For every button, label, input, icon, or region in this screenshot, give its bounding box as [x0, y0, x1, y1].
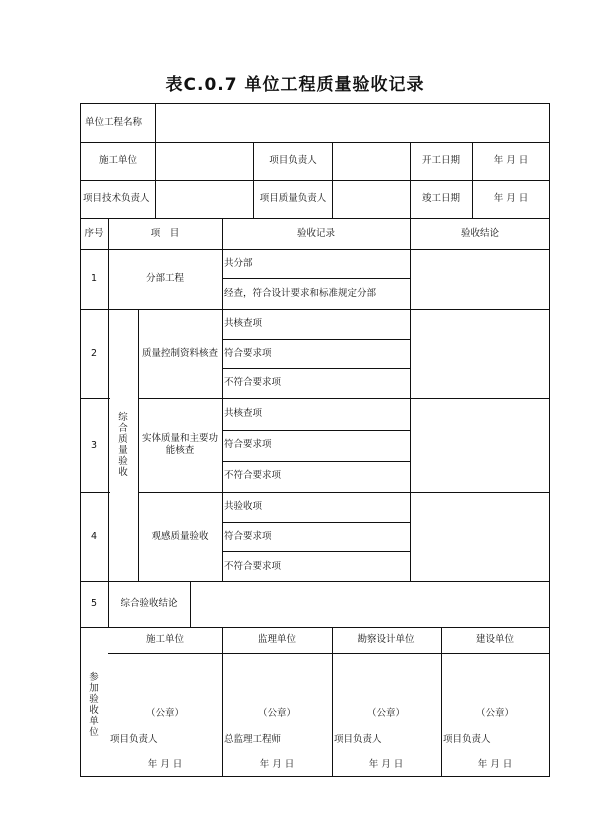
row-divider	[108, 653, 550, 654]
participant-2-seal: （公章）	[257, 708, 297, 719]
project-manager-label: 项目负责人	[269, 155, 317, 166]
record-divider	[222, 430, 410, 431]
row-2-no: 2	[90, 348, 98, 359]
col-divider	[472, 142, 473, 218]
comprehensive-quality-label: 综合质量验收	[118, 412, 128, 478]
row-1-record-2: 经查，符合设计要求和标准规定分部	[224, 288, 377, 299]
col-divider	[332, 627, 333, 777]
completion-date-value: 年 月 日	[493, 193, 529, 204]
record-divider	[222, 551, 410, 552]
start-date-value: 年 月 日	[493, 155, 529, 166]
record-divider	[222, 278, 410, 279]
row-4-record-3: 不符合要求项	[224, 561, 282, 572]
record-divider	[222, 522, 410, 523]
page-title: 表C.0.7 单位工程质量验收记录	[165, 75, 425, 95]
unit-project-name-label: 单位工程名称	[85, 117, 143, 128]
row-3-item: 实体质量和主要功能核查	[141, 433, 218, 456]
row-divider	[80, 627, 550, 628]
row-divider	[80, 249, 550, 250]
col-divider	[222, 218, 223, 309]
row-3-record-1: 共核查项	[224, 408, 263, 419]
construction-unit-label: 施工单位	[98, 155, 138, 166]
col-divider	[222, 627, 223, 777]
col-divider	[253, 142, 254, 218]
row-divider	[138, 492, 550, 493]
row-2-record-3: 不符合要求项	[224, 377, 282, 388]
row-divider	[80, 398, 110, 399]
row-4-record-2: 符合要求项	[224, 531, 272, 542]
col-divider	[108, 218, 109, 627]
row-1-item: 分部工程	[145, 273, 185, 284]
row-divider	[80, 492, 110, 493]
row-1-record-1: 共分部	[224, 258, 253, 269]
row-divider	[80, 218, 550, 219]
row-5-no: 5	[90, 598, 98, 609]
participant-3-seal: （公章）	[366, 708, 406, 719]
col-header-record: 验收记录	[296, 228, 336, 239]
col-divider	[441, 627, 442, 777]
row-divider	[80, 142, 550, 143]
participant-3-date: 年 月 日	[368, 759, 404, 770]
participant-2-date: 年 月 日	[259, 759, 295, 770]
row-4-no: 4	[90, 531, 98, 542]
row-2-item: 质量控制资料核查	[141, 348, 219, 359]
row-divider	[80, 180, 550, 181]
participant-1-signer: 项目负责人	[110, 734, 158, 745]
tech-manager-label: 项目技术负责人	[83, 193, 150, 204]
start-date-label: 开工日期	[421, 155, 461, 166]
col-header-item: 项 目	[150, 228, 180, 239]
row-divider	[138, 398, 550, 399]
row-3-record-2: 符合要求项	[224, 439, 272, 450]
col-divider	[410, 218, 411, 581]
participant-2-name: 监理单位	[257, 634, 297, 645]
col-header-conclusion: 验收结论	[460, 228, 500, 239]
participant-1-name: 施工单位	[145, 634, 185, 645]
record-divider	[222, 339, 410, 340]
row-2-record-1: 共核查项	[224, 318, 263, 329]
row-1-no: 1	[90, 273, 98, 284]
col-divider	[410, 142, 411, 218]
record-divider	[222, 368, 410, 369]
participant-1-seal: （公章）	[145, 708, 185, 719]
row-3-no: 3	[90, 440, 98, 451]
participant-4-name: 建设单位	[475, 634, 515, 645]
row-4-item: 观感质量验收	[151, 531, 209, 542]
participant-3-signer: 项目负责人	[334, 734, 382, 745]
col-divider	[222, 309, 223, 581]
record-divider	[222, 461, 410, 462]
participant-4-date: 年 月 日	[477, 759, 513, 770]
participant-1-date: 年 月 日	[147, 759, 183, 770]
row-5-item: 综合验收结论	[120, 598, 178, 609]
participants-label: 参加验收单位	[89, 672, 99, 738]
col-header-no: 序号	[84, 228, 104, 239]
row-divider	[80, 581, 550, 582]
col-divider	[155, 103, 156, 218]
col-divider	[190, 581, 191, 627]
quality-manager-label: 项目质量负责人	[259, 193, 327, 204]
participant-2-signer: 总监理工程师	[224, 734, 282, 745]
participant-3-name: 勘察设计单位	[357, 634, 415, 645]
participant-4-signer: 项目负责人	[443, 734, 491, 745]
col-divider	[332, 142, 333, 218]
row-divider	[80, 309, 550, 310]
participant-4-seal: （公章）	[475, 708, 515, 719]
row-4-record-1: 共验收项	[224, 501, 263, 512]
completion-date-label: 竣工日期	[421, 193, 461, 204]
row-3-record-3: 不符合要求项	[224, 470, 282, 481]
row-2-record-2: 符合要求项	[224, 348, 272, 359]
